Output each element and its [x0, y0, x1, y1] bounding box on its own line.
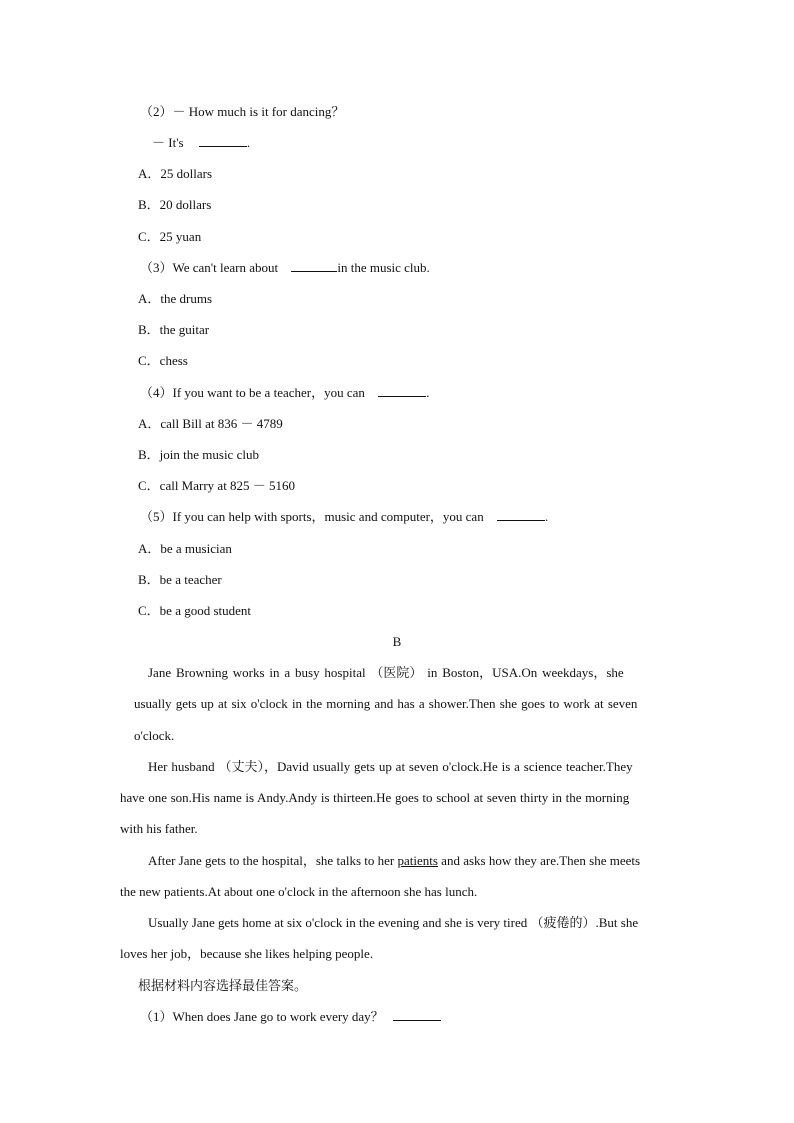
question-2-option-a[interactable]: A．25 dollars — [138, 166, 213, 181]
instruction-text: 根据材料内容选择最佳答案。 — [138, 978, 308, 993]
question-3-stem-end: in the music club. — [337, 260, 430, 275]
para3-text-end: and asks how they are.Then she meets — [437, 853, 641, 868]
passage-para1-line3: o'clock. — [134, 728, 175, 743]
question-5-stem — [140, 509, 548, 525]
passage-para2-line3: with his father. — [120, 821, 198, 836]
passage-para2-line1: Her husband （丈夫），David usually gets up at seven o'clock.He is a science teacher.They — [148, 759, 633, 774]
question-3-option-c[interactable]: C．chess — [138, 353, 188, 368]
question-3-option-a[interactable]: A．the drums — [138, 291, 213, 306]
para3-text-start: After Jane gets to the hospital，she talks to her — [148, 853, 398, 868]
question-5-stem-text: （5）If you can help with sports，music and computer，you can — [140, 509, 484, 524]
question-4-option-a[interactable]: A．call Bill at 836 － 4789 — [138, 416, 283, 431]
passage-para2-line2: have one son.His name is Andy.Andy is thirteen.He goes to school at seven thirty in the morning — [120, 790, 630, 805]
answer-prefix: － It's — [152, 135, 184, 150]
passage-para1-line2: usually gets up at six o'clock in the morning and has a shower.Then she goes to work at seven — [134, 696, 638, 711]
passage-para3-line1 — [148, 853, 640, 869]
passage-para3-line2: the new patients.At about one o'clock in the afternoon she has lunch. — [120, 884, 478, 899]
question-4-stem — [140, 385, 429, 401]
question-4-stem-text: （4）If you want to be a teacher，you can — [140, 385, 365, 400]
question-2-option-b[interactable]: B．20 dollars — [138, 197, 212, 212]
answer-blank[interactable] — [199, 135, 247, 147]
question-2-answer-line: － It's . — [152, 135, 251, 150]
passage-para4-line1: Usually Jane gets home at six o'clock in the evening and she is very tired （疲倦的）.But she — [148, 915, 639, 930]
question-5-option-c[interactable]: C．be a good student — [138, 603, 252, 618]
question-b1-stem-text: （1）When does Jane go to work every day？ — [140, 1009, 384, 1024]
question-3-stem-start: （3）We can't learn about — [140, 260, 279, 275]
question-5-stem-end: . — [544, 509, 549, 524]
passage-para4-line2: loves her job，because she likes helping people. — [120, 946, 374, 961]
question-4-option-b[interactable]: B．join the music club — [138, 447, 259, 462]
question-5-option-b[interactable]: B．be a teacher — [138, 572, 222, 587]
question-5-option-a[interactable]: A．be a musician — [138, 541, 232, 556]
question-3-stem — [140, 260, 430, 276]
question-3-option-b[interactable]: B．the guitar — [138, 322, 210, 337]
question-2-option-c[interactable]: C．25 yuan — [138, 229, 202, 244]
answer-blank[interactable] — [291, 260, 337, 272]
question-2-stem: （2）－ How much is it for dancing？ — [140, 104, 345, 119]
answer-blank[interactable] — [497, 509, 545, 521]
question-b1-stem — [140, 1009, 441, 1025]
question-4-stem-end: . — [426, 385, 430, 400]
para3-underlined-word: patients — [397, 853, 438, 868]
passage-para1-line1: Jane Browning works in a busy hospital （医院） in Boston，USA.On weekdays，she — [148, 665, 624, 680]
answer-blank[interactable] — [393, 1009, 441, 1021]
section-b-heading: B — [392, 634, 402, 649]
answer-blank[interactable] — [378, 385, 426, 397]
question-4-option-c[interactable]: C．call Marry at 825 － 5160 — [138, 478, 296, 493]
